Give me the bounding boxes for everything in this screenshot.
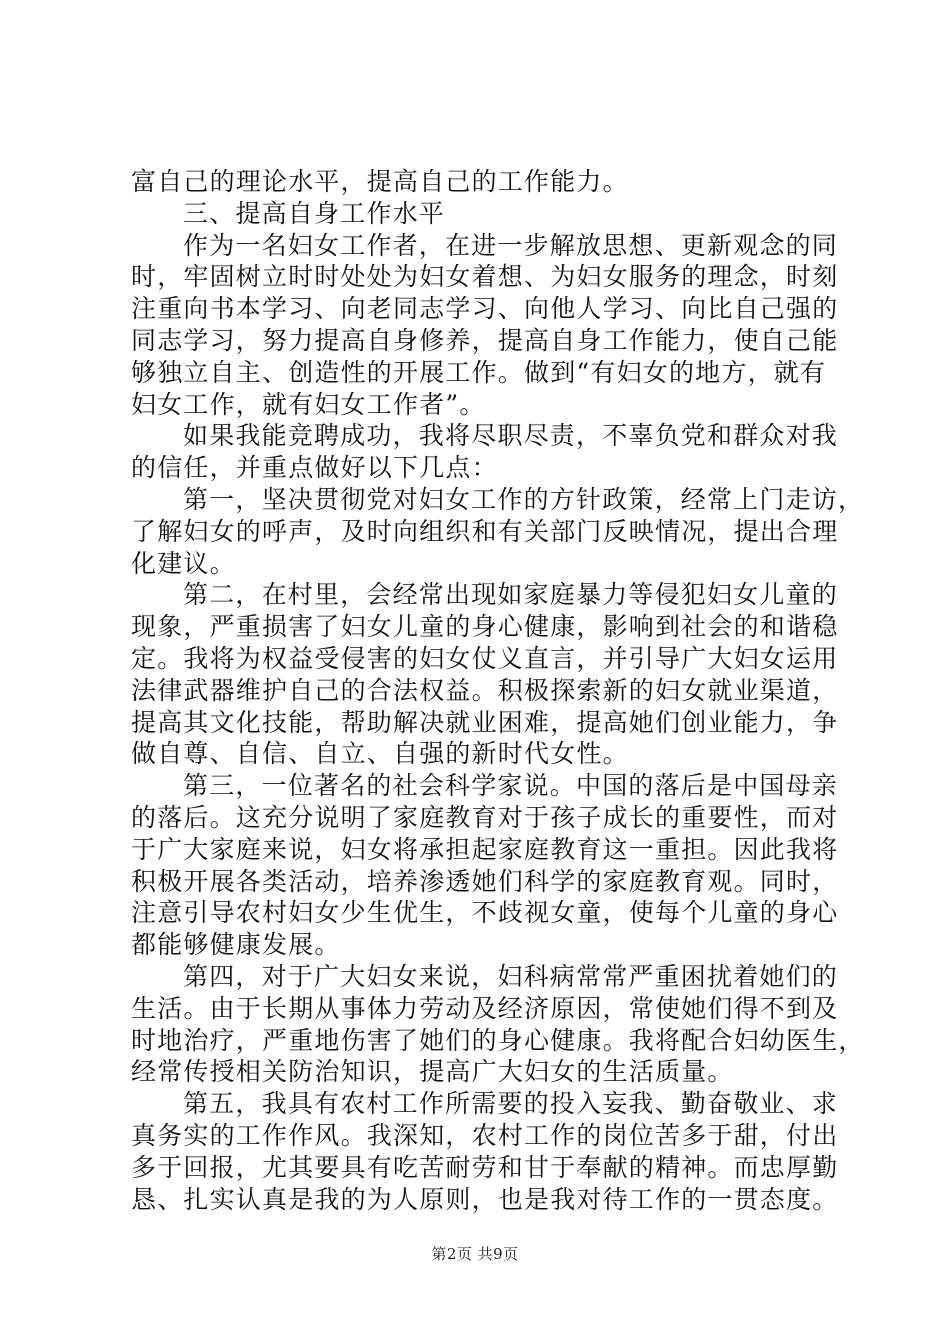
text-line: 第一，坚决贯彻党对妇女工作的方针政策，经常上门走访，: [183, 484, 865, 514]
text-line: 第四，对于广大妇女来说，妇科病常常严重困扰着她们的: [183, 961, 839, 991]
text-line: 恳、扎实认真是我的为人原则，也是我对待工作的一贯态度。: [131, 1184, 839, 1214]
text-line: 提高其文化技能，帮助解决就业困难，提高她们创业能力，争: [131, 707, 839, 737]
text-line: 定。我将为权益受侵害的妇女仗义直言，并引导广大妇女运用: [131, 643, 839, 673]
text-line: 做自尊、自信、自立、自强的新时代女性。: [131, 739, 629, 769]
text-line: 注意引导农村妇女少生优生，不歧视女童，使每个儿童的身心: [131, 898, 839, 928]
text-line: 了解妇女的呼声，及时向组织和有关部门反映情况，提出合理: [131, 516, 839, 546]
text-line: 作为一名妇女工作者，在进一步解放思想、更新观念的同: [183, 230, 839, 260]
text-line: 够独立自主、创造性的开展工作。做到“有妇女的地方，就有: [131, 357, 827, 387]
text-line: 的落后。这充分说明了家庭教育对于孩子成长的重要性，而对: [131, 802, 839, 832]
text-line: 时地治疗，严重地伤害了她们的身心健康。我将配合妇幼医生，: [131, 1025, 865, 1055]
text-line: 第五，我具有农村工作所需要的投入妄我、勤奋敬业、求: [183, 1089, 839, 1119]
text-line: 积极开展各类活动，培养渗透她们科学的家庭教育观。同时，: [131, 866, 839, 896]
text-line: 现象，严重损害了妇女儿童的身心健康，影响到社会的和谐稳: [131, 612, 839, 642]
text-line: 注重向书本学习、向老同志学习、向他人学习、向比自己强的: [131, 294, 839, 324]
text-line: 化建议。: [131, 548, 236, 578]
text-line: 多于回报，尤其要具有吃苦耐劳和甘于奉献的精神。而忠厚勤: [131, 1152, 839, 1182]
text-line: 生活。由于长期从事体力劳动及经济原因，常使她们得不到及: [131, 993, 839, 1023]
text-line: 都能够健康发展。: [131, 930, 341, 960]
text-line: 三、提高自身工作水平: [183, 198, 446, 228]
text-line: 真务实的工作作风。我深知，农村工作的岗位苦多于甜，付出: [131, 1120, 839, 1150]
text-line: 的信任，并重点做好以下几点：: [131, 453, 498, 483]
page-footer: 第2页 共9页: [431, 1245, 519, 1263]
text-line: 妇女工作，就有妇女工作者”。: [131, 389, 486, 419]
text-line: 法律武器维护自己的合法权益。积极探索新的妇女就业渠道，: [131, 675, 839, 705]
document-body: [131, 166, 865, 1215]
text-line: 时，牢固树立时时处处为妇女着想、为妇女服务的理念，时刻: [131, 262, 839, 292]
text-line: 同志学习，努力提高自身修养，提高自身工作能力，使自己能: [131, 325, 839, 355]
text-line: 经常传授相关防治知识，提高广大妇女的生活质量。: [131, 1057, 734, 1087]
text-line: 第二，在村里，会经常出现如家庭暴力等侵犯妇女儿童的: [183, 580, 839, 610]
text-line: 第三，一位著名的社会科学家说。中国的落后是中国母亲: [183, 771, 839, 801]
text-line: 如果我能竞聘成功，我将尽职尽责，不辜负党和群众对我: [183, 421, 839, 451]
text-line: 于广大家庭来说，妇女将承担起家庭教育这一重担。因此我将: [131, 834, 839, 864]
text-line: 富自己的理论水平，提高自己的工作能力。: [131, 167, 629, 196]
